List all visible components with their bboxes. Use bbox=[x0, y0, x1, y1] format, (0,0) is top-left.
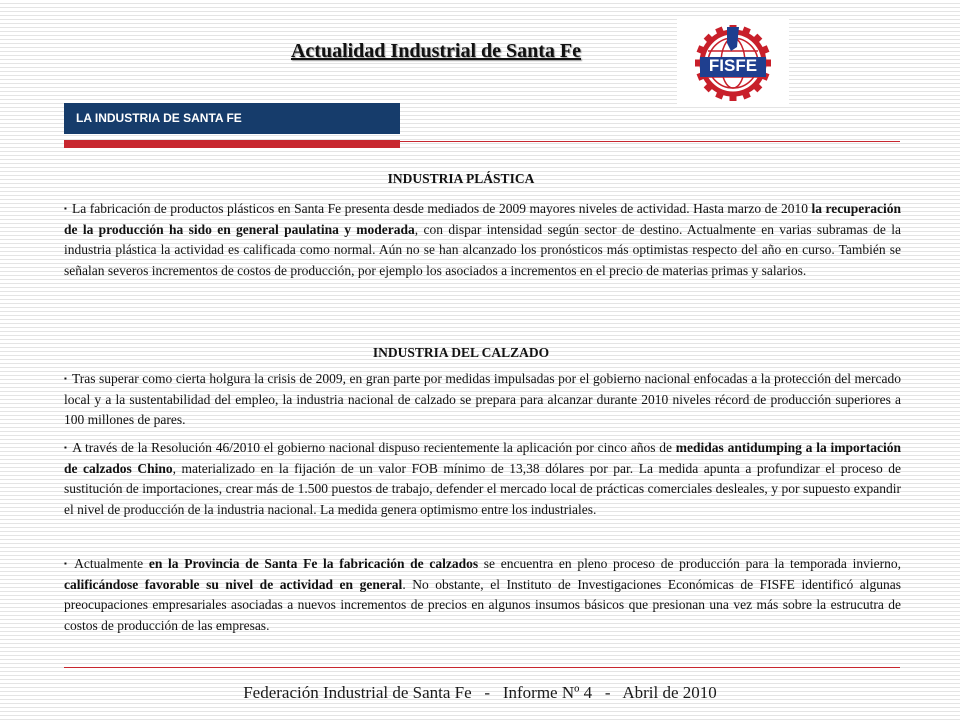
fisfe-logo bbox=[677, 19, 789, 105]
paragraph-text: , con dispar intensidad según sector de destino. Actualmente en varias subramas de la industria plástica la actividad es calificada como normal. Aún no se han alcanzado los pronósticos más optimistas respecto del año en curso. También se señalan severos incrementos de costos de producción, por ejemplo los asociados a incrementos en el precio de materias primas y salarios. bbox=[64, 221, 901, 278]
heading-plastica: INDUSTRIA PLÁSTICA bbox=[387, 171, 535, 186]
bullet-icon: ▪ bbox=[64, 559, 70, 568]
heading-calzado: INDUSTRIA DEL CALZADO bbox=[372, 345, 550, 360]
paragraph-text: . No obstante, el Instituto de Investigaciones Económicas de FISFE identificó algunas preocupaciones empresariales asociadas a nuevos incrementos de precios en algunos insumos básicos que presionan una vez más sobre la estrucutra de costos de producción de las empresas. bbox=[64, 576, 901, 633]
paragraph-text: Actualmente bbox=[74, 556, 149, 571]
paragraph-text: Tras superar como cierta holgura la crisis de 2009, en gran parte por medidas impulsadas por el gobierno nacional enfocadas a la protección del mercado local y a la sustentabilidad del empleo, la industria nacional de calzado se prepara para alcanzar durante 2010 niveles récord de producción superiores a 100 millones de pares. bbox=[64, 371, 901, 427]
paragraph-calzado-3 bbox=[64, 554, 901, 636]
paragraph-plastica bbox=[64, 199, 901, 281]
paragraph-text: , materializado en la fijación de un valor FOB mínimo de 13,38 dólares por par. La medida apunta a profundizar el proceso de sustitución de importaciones, crear más de 1.500 puestos de trabajo, defender el mercado local de prácticas comerciales desleales, y por supuesto expandir el nivel de producción de la industria nacional. La medida genera optimismo entre los industriales. bbox=[64, 460, 901, 517]
bullet-icon: ▪ bbox=[64, 374, 67, 383]
paragraph-text: A través de la Resolución 46/2010 el gobierno nacional dispuso recientemente la aplicación por cinco años de bbox=[72, 440, 676, 455]
footer-text: Federación Industrial de Santa Fe - Informe Nº 4 - Abril de 2010 bbox=[243, 683, 717, 702]
bold-text: calificándose favorable su nivel de actividad en general bbox=[64, 576, 403, 592]
footer-divider bbox=[64, 667, 900, 668]
red-accent-bar bbox=[64, 140, 400, 148]
bold-text: medidas antidumping a la importación de calzados Chino bbox=[64, 440, 901, 476]
paragraph-text: se encuentra en pleno proceso de producción para la temporada invierno, bbox=[478, 556, 901, 571]
page-title: Actualidad Industrial de Santa Fe bbox=[290, 40, 582, 62]
paragraph-calzado-1 bbox=[64, 369, 901, 431]
bold-text: en la Provincia de Santa Fe la fabricación de calzados bbox=[148, 556, 479, 571]
paragraph-text: La fabricación de productos plásticos en Santa Fe presenta desde mediados de 2009 mayores niveles de actividad. Hasta marzo de 2010 bbox=[72, 201, 812, 216]
paragraph-calzado-2 bbox=[64, 438, 901, 520]
bold-text: la recuperación de la producción ha sido en general paulatina y moderada bbox=[64, 201, 901, 237]
section-tab: LA INDUSTRIA DE SANTA FE bbox=[64, 103, 400, 134]
bullet-icon: ▪ bbox=[64, 443, 68, 452]
red-divider-line bbox=[400, 141, 900, 142]
bullet-icon: ▪ bbox=[64, 204, 67, 213]
logo-text: FISFE bbox=[708, 56, 758, 75]
